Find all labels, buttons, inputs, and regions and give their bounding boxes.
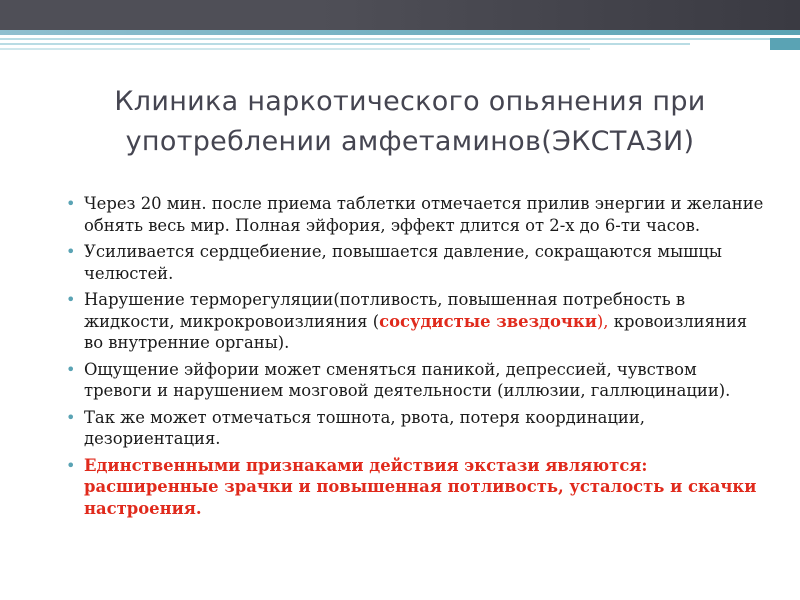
slide-title-line: употреблении амфетаминов(ЭКСТАЗИ) bbox=[125, 126, 695, 157]
bullet-text: Нарушение терморегуляции(потливость, повышенная потребность в жидкости, микрокровоизлияния ( bbox=[84, 290, 686, 331]
bullet-text: кровоизлияния во внутренние органы). bbox=[84, 311, 748, 352]
bullet-item bbox=[64, 241, 764, 284]
bullet-item bbox=[64, 359, 764, 402]
slide-title-line: Клиника наркотического опьянения при bbox=[114, 86, 706, 117]
bullet-text: Усиливается сердцебиение, повышается давление, сокращаются мышцы челюстей. bbox=[84, 242, 722, 283]
header-line bbox=[0, 48, 590, 50]
header-line bbox=[0, 43, 690, 45]
bullet-text: Через 20 мин. после приема таблетки отмечается прилив энергии и желание обнять весь мир. Полная эйфория, эффект длится от 2-х до 6-ти часов. bbox=[84, 194, 764, 235]
bullet-item bbox=[64, 193, 764, 236]
bullet-highlight-paren: ), bbox=[596, 311, 609, 331]
header-accent-block bbox=[770, 38, 800, 50]
header-dark-stripe bbox=[0, 0, 800, 30]
slide-title bbox=[60, 82, 760, 162]
bullet-text: Так же может отмечаться тошнота, рвота, потеря координации, дезориентация. bbox=[84, 407, 645, 448]
bullet-item bbox=[64, 455, 764, 520]
header-line bbox=[0, 38, 800, 40]
bullet-item bbox=[64, 289, 764, 354]
decorative-header-band bbox=[0, 0, 800, 54]
header-blue-stripe bbox=[0, 30, 800, 35]
bullet-item bbox=[64, 407, 764, 450]
bullet-highlight: сосудистые звездочки bbox=[379, 311, 597, 331]
bullet-text: Ощущение эйфории может сменяться паникой, депрессией, чувством тревоги и нарушением мозговой деятельности (иллюзии, галлюцинации). bbox=[84, 359, 731, 400]
bullet-text-emphasis: Единственными признаками действия экстази являются: расширенные зрачки и повышенная потливость, усталость и скачки настроения. bbox=[84, 455, 757, 518]
bullet-list bbox=[64, 193, 764, 524]
